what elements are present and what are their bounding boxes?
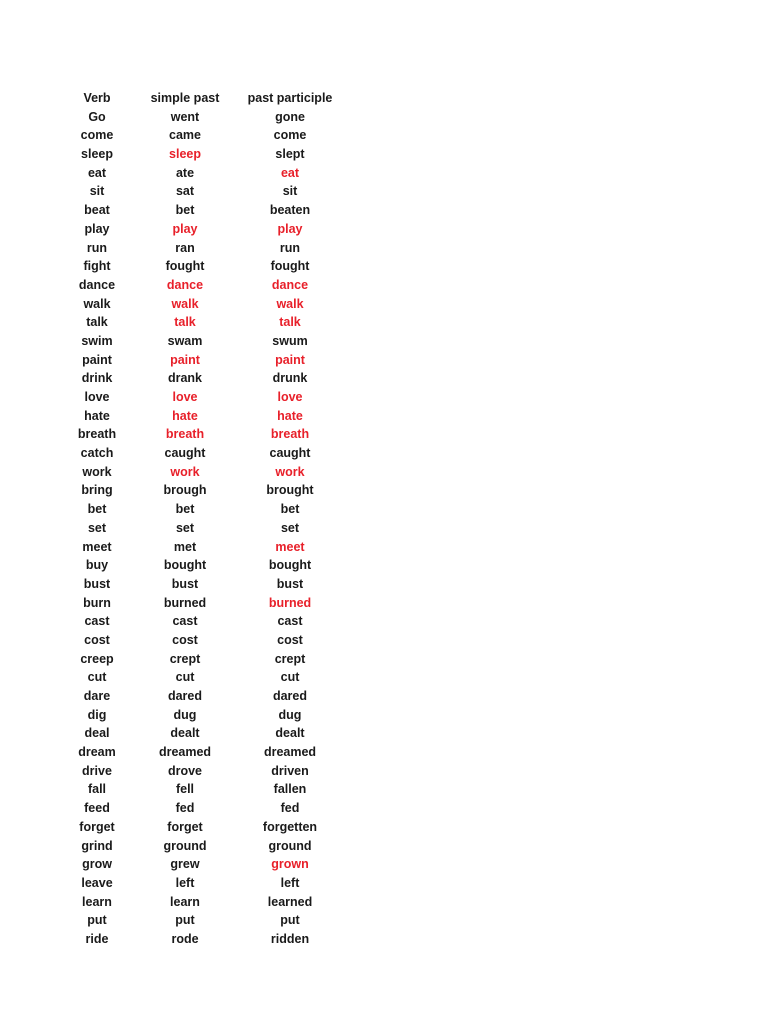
verb-cell: feed (84, 801, 110, 816)
table-row (0, 164, 768, 183)
past-participle-cell: ridden (270, 931, 310, 946)
header-simple-past: simple past (150, 91, 220, 105)
verb-cell: drink (81, 371, 113, 386)
simple-past-cell: breath (165, 427, 205, 442)
table-row (0, 594, 768, 613)
past-participle-cell: grown (271, 857, 309, 872)
table-row (0, 612, 768, 631)
verb-cell: grind (81, 838, 113, 853)
verb-cell: hate (84, 408, 110, 423)
verb-cell: breath (77, 427, 117, 442)
table-row (0, 668, 768, 687)
table-row (0, 538, 768, 557)
simple-past-cell: cost (172, 632, 198, 647)
table-row (0, 650, 768, 669)
table-row (0, 276, 768, 295)
simple-past-cell: set (175, 520, 195, 535)
header-verb: Verb (83, 91, 111, 105)
verb-cell: bring (81, 483, 113, 498)
past-participle-cell: cast (277, 614, 303, 629)
past-participle-cell: eat (280, 165, 300, 180)
simple-past-cell: dreamed (158, 745, 212, 760)
table-row (0, 313, 768, 332)
simple-past-cell: fed (175, 801, 195, 816)
table-row (0, 762, 768, 781)
past-participle-cell: walk (276, 296, 304, 311)
table-row (0, 818, 768, 837)
simple-past-cell: crept (169, 651, 201, 666)
past-participle-cell: hate (277, 408, 303, 423)
past-participle-cell: dance (271, 277, 309, 292)
verb-cell: cost (84, 632, 110, 647)
table-row (0, 575, 768, 594)
verb-cell: walk (83, 296, 111, 311)
table-row (0, 519, 768, 538)
simple-past-cell: burned (163, 595, 207, 610)
table-row (0, 201, 768, 220)
simple-past-cell: drove (167, 763, 203, 778)
verb-cell: Go (88, 109, 106, 124)
verb-cell: dig (87, 707, 107, 722)
table-row (0, 481, 768, 500)
verb-cell: beat (84, 203, 110, 218)
verb-cell: come (80, 128, 114, 143)
simple-past-cell: grew (170, 857, 200, 872)
simple-past-cell: swam (167, 333, 203, 348)
simple-past-cell: left (175, 875, 195, 890)
past-participle-cell: work (275, 464, 305, 479)
simple-past-cell: cast (172, 614, 198, 629)
verb-cell: sleep (81, 147, 113, 162)
past-participle-cell: learned (267, 894, 313, 909)
past-participle-cell: bought (268, 558, 312, 573)
past-participle-cell: run (279, 240, 301, 255)
table-row (0, 145, 768, 164)
past-participle-cell: bet (280, 502, 300, 517)
verb-cell: learn (82, 894, 112, 909)
verb-cell: drive (82, 763, 112, 778)
simple-past-cell: ate (175, 165, 195, 180)
past-participle-cell: forgetten (262, 819, 318, 834)
verb-cell: cast (84, 614, 110, 629)
verb-cell: dance (78, 277, 116, 292)
verb-cell: set (87, 520, 107, 535)
past-participle-cell: gone (275, 109, 305, 124)
table-row (0, 239, 768, 258)
simple-past-cell: ran (175, 240, 195, 255)
table-row (0, 837, 768, 856)
verb-cell: fight (83, 259, 111, 274)
simple-past-cell: walk (171, 296, 199, 311)
verb-cell: dare (83, 689, 111, 703)
simple-past-cell: paint (170, 352, 200, 367)
table-row (0, 743, 768, 762)
simple-past-cell: came (169, 128, 201, 143)
verb-cell: talk (86, 315, 108, 330)
table-row (0, 126, 768, 145)
simple-past-cell: bust (171, 576, 199, 591)
table-row (0, 799, 768, 818)
verb-cell: run (86, 240, 108, 255)
table-row (0, 182, 768, 201)
verb-cell: ride (85, 931, 109, 946)
verb-cell: meet (82, 539, 112, 554)
verb-cell: play (84, 221, 110, 236)
simple-past-cell: fell (175, 782, 195, 797)
simple-past-cell: dared (167, 689, 203, 703)
simple-past-cell: drank (167, 371, 203, 386)
simple-past-cell: bought (163, 558, 207, 573)
verb-cell: bet (87, 502, 107, 517)
simple-past-cell: bet (175, 502, 195, 517)
past-participle-cell: come (273, 128, 307, 143)
header-row (0, 89, 768, 108)
past-participle-cell: left (280, 875, 300, 890)
verb-cell: fall (87, 782, 107, 797)
simple-past-cell: sleep (169, 147, 201, 162)
verb-cell: love (84, 390, 110, 404)
simple-past-cell: work (170, 464, 200, 479)
table-row (0, 295, 768, 314)
table-row (0, 687, 768, 706)
table-row (0, 930, 768, 949)
verb-cell: swim (81, 333, 113, 348)
past-participle-cell: driven (271, 763, 309, 778)
verb-cell: catch (80, 446, 114, 461)
past-participle-cell: cut (280, 670, 300, 685)
table-row (0, 388, 768, 407)
simple-past-cell: forget (167, 819, 203, 834)
header-past-participle: past participle (247, 91, 333, 105)
simple-past-cell: hate (172, 408, 198, 423)
past-participle-cell: paint (275, 352, 305, 367)
simple-past-cell: dance (166, 277, 204, 292)
simple-past-cell: fought (165, 259, 205, 274)
past-participle-cell: meet (275, 539, 305, 554)
simple-past-cell: went (170, 109, 200, 124)
past-participle-cell: dug (278, 707, 302, 722)
past-participle-cell: bust (276, 576, 304, 591)
simple-past-cell: dealt (170, 726, 200, 741)
table-row (0, 332, 768, 351)
past-participle-cell: fought (270, 259, 310, 274)
past-participle-cell: caught (269, 446, 311, 461)
verb-cell: cut (87, 670, 107, 685)
table-row (0, 855, 768, 874)
table-row (0, 108, 768, 127)
table-row (0, 780, 768, 799)
past-participle-cell: love (277, 390, 303, 404)
table-row (0, 369, 768, 388)
table-row (0, 351, 768, 370)
past-participle-cell: play (277, 221, 303, 236)
past-participle-cell: cost (277, 632, 303, 647)
simple-past-cell: love (172, 390, 198, 404)
verb-cell: leave (81, 875, 113, 890)
table-row (0, 220, 768, 239)
simple-past-cell: dug (173, 707, 197, 722)
verb-cell: paint (82, 352, 112, 367)
table-row (0, 500, 768, 519)
simple-past-cell: sat (175, 184, 195, 199)
past-participle-cell: drunk (272, 371, 308, 386)
verb-cell: work (82, 464, 112, 479)
past-participle-cell: put (280, 913, 300, 928)
past-participle-cell: dared (272, 689, 308, 703)
simple-past-cell: learn (170, 894, 200, 909)
simple-past-cell: brough (163, 483, 207, 498)
simple-past-cell: talk (174, 315, 196, 330)
past-participle-cell: dreamed (263, 745, 317, 760)
simple-past-cell: rode (171, 931, 199, 946)
past-participle-cell: slept (275, 147, 305, 162)
table-row (0, 706, 768, 725)
simple-past-cell: bet (175, 203, 195, 218)
verb-table (0, 89, 768, 949)
verb-cell: creep (80, 651, 114, 666)
table-row (0, 463, 768, 482)
verb-cell: dream (78, 745, 116, 760)
past-participle-cell: ground (268, 838, 312, 853)
past-participle-cell: talk (279, 315, 301, 330)
table-row (0, 257, 768, 276)
past-participle-cell: fed (280, 801, 300, 816)
table-row (0, 425, 768, 444)
simple-past-cell: met (173, 539, 197, 554)
simple-past-cell: cut (175, 670, 195, 685)
simple-past-cell: put (175, 913, 195, 928)
simple-past-cell: caught (164, 446, 206, 461)
past-participle-cell: breath (270, 427, 310, 442)
verb-cell: sit (89, 184, 105, 199)
simple-past-cell: ground (163, 838, 207, 853)
past-participle-cell: sit (282, 184, 298, 199)
verb-cell: bust (83, 576, 111, 591)
verb-cell: deal (84, 726, 110, 741)
table-row (0, 874, 768, 893)
verb-cell: grow (82, 857, 112, 872)
past-participle-cell: brought (266, 483, 314, 498)
past-participle-cell: burned (268, 595, 312, 610)
verb-cell: buy (85, 558, 109, 573)
past-participle-cell: dealt (275, 726, 305, 741)
table-row (0, 893, 768, 912)
past-participle-cell: fallen (273, 782, 307, 797)
past-participle-cell: crept (274, 651, 306, 666)
table-row (0, 407, 768, 426)
past-participle-cell: beaten (269, 203, 311, 218)
simple-past-cell: play (172, 221, 198, 236)
past-participle-cell: swum (272, 333, 308, 348)
table-row (0, 631, 768, 650)
table-row (0, 556, 768, 575)
verb-cell: burn (83, 595, 111, 610)
verb-cell: forget (79, 819, 115, 834)
verb-cell: put (87, 913, 107, 928)
verb-cell: eat (87, 165, 107, 180)
table-row (0, 911, 768, 930)
table-row (0, 724, 768, 743)
past-participle-cell: set (280, 520, 300, 535)
table-body (0, 108, 768, 949)
table-row (0, 444, 768, 463)
